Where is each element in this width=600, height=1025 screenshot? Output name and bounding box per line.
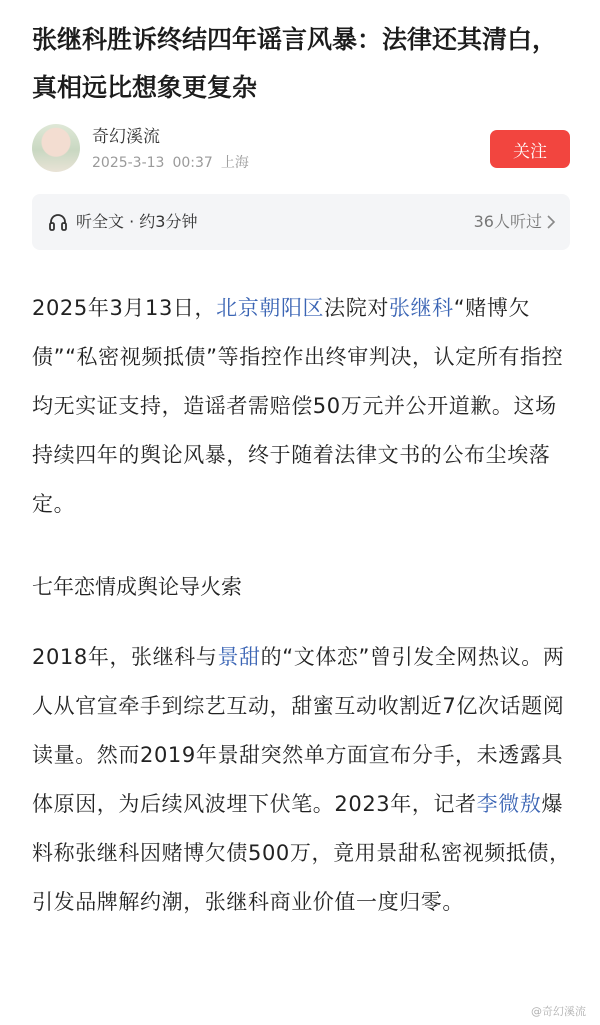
- avatar[interactable]: [32, 124, 80, 172]
- chevron-right-icon: [546, 214, 556, 230]
- publish-location: 上海: [220, 155, 249, 171]
- listen-full-text-bar[interactable]: [32, 194, 570, 250]
- author-meta: [92, 154, 257, 172]
- author-row: [32, 122, 570, 178]
- link-li-weiao[interactable]: 李微敖: [476, 792, 542, 816]
- paragraph-1-text-c: “赌博欠债”“私密视频抵债”等指控作出终审判决，认定所有指控均无实证支持，造谣者需赔偿50万元并公开道歉。这场持续四年的舆论风暴，终于随着法律文书的公布尘埃落定。: [32, 296, 564, 516]
- author-name[interactable]: 奇幻溪流: [92, 127, 160, 147]
- article-paragraph-2: [32, 633, 572, 927]
- watermark: @奇幻溪流: [531, 1005, 586, 1018]
- link-jing-tian[interactable]: 景甜: [217, 645, 261, 669]
- link-beijing-chaoyang[interactable]: 北京朝阳区: [216, 296, 325, 320]
- link-zhang-jike[interactable]: 张继科: [388, 296, 454, 320]
- publish-date: 2025-3-13: [92, 155, 165, 171]
- paragraph-1-text-a: 2025年3月13日，: [32, 296, 217, 320]
- paragraph-2-text-c: 爆料称张继科因赌博欠债500万，竟用景甜私密视频抵债，引发品牌解约潮，张继科商业价值一度归零。: [32, 792, 571, 914]
- paragraph-2-text-a: 2018年，张继科与: [32, 645, 218, 669]
- paragraph-1-text-b: 法院对: [324, 296, 389, 320]
- follow-button[interactable]: 关注: [490, 130, 570, 168]
- publish-time: 00:37: [172, 155, 213, 171]
- article-paragraph-1: [32, 284, 572, 529]
- section-heading: 七年恋情成舆论导火索: [32, 575, 242, 599]
- paragraph-2-text-b: 的“文体恋”曾引发全网热议。两人从官宣牵手到综艺互动，甜蜜互动收割近7亿次话题阅读量。然而2019年景甜突然单方面宣布分手，未透露具体原因，为后续风波埋下伏笔。2023年，记者: [32, 645, 565, 816]
- article-title: 张继科胜诉终结四年谣言风暴：法律还其清白，真相远比想象更复杂: [32, 25, 558, 102]
- headphone-icon: [48, 212, 68, 232]
- listen-label: 听全文 · 约3分钟: [76, 212, 198, 231]
- listen-count: 36人听过: [473, 212, 542, 231]
